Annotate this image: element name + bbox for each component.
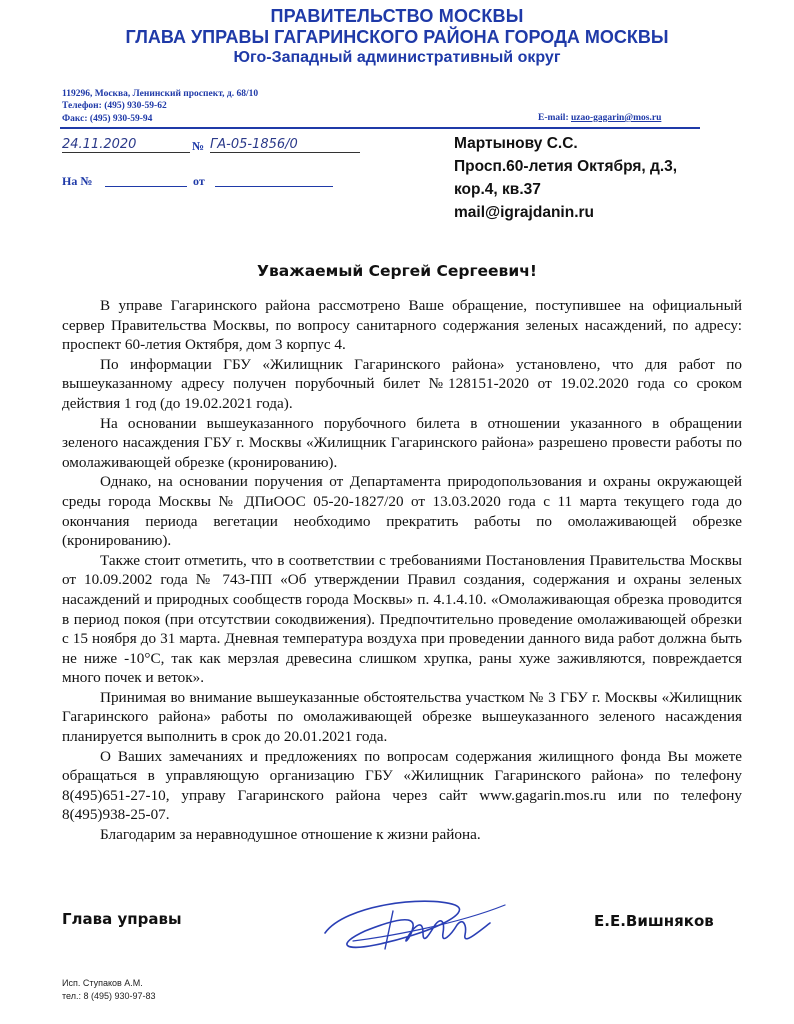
signatory-title: Глава управы <box>62 910 182 928</box>
recipient-building: кор.4, кв.37 <box>454 181 541 198</box>
reply-from-blank <box>215 186 333 187</box>
recipient-block <box>454 132 677 224</box>
signatory-name: Е.Е.Вишняков <box>594 912 714 930</box>
reply-from-label: от <box>193 174 205 188</box>
registration-number: ГА-05-1856/0 <box>210 137 360 153</box>
org-email-block <box>538 113 661 123</box>
paragraph: В управе Гагаринского района рассмотрено Ваше обращение, поступившее на официальный сервер Правительства Москвы, по вопросу санитарного содержания зеленых насаждений, по адресу: проспект 60-летия Октября, дом 3 корпус 4. <box>62 297 742 354</box>
letter-body <box>62 296 742 845</box>
recipient-street: Просп.60-летия Октября, д.3, <box>454 158 678 175</box>
handwritten-signature <box>305 875 515 970</box>
paragraph: Однако, на основании поручения от Департамента природопользования и охраны окружающей среды города Москвы № ДПиООС 05-20-1827/20 от 13.03.2020 года с 11 марта текущего года до окончания периода вегетации необходимо прекратить работы по омолаживающей обрезке (кронированию). <box>62 473 742 550</box>
executor-name: Исп. Ступаков А.М. <box>62 978 143 988</box>
paragraph: О Ваших замечаниях и предложениях по вопросам содержания жилищного фонда Вы можете обращаться в управляющую организацию ГБУ «Жилищник Гагаринского района» по телефону 8(495)651-27-10, управу Гагаринского района через сайт www.gagarin.mos.ru или по телефону 8(495)938-25-07. <box>62 747 742 824</box>
registration-date: 24.11.2020 <box>62 137 190 153</box>
org-address: 119296, Москва, Ленинский проспект, д. 68/10 <box>62 89 259 99</box>
reply-to-label: На № <box>62 174 93 188</box>
email-label: E-mail: <box>538 113 569 123</box>
greeting: Уважаемый Сергей Сергеевич! <box>257 262 537 280</box>
org-fax: Факс: (495) 930-59-94 <box>62 114 153 124</box>
header-title: ПРАВИТЕЛЬСТВО МОСКВЫ <box>270 6 524 26</box>
recipient-name: Мартынову С.С. <box>454 135 578 152</box>
recipient-email: mail@igrajdanin.ru <box>454 204 594 221</box>
registration-number-label: № <box>192 139 205 153</box>
paragraph: На основании вышеуказанного порубочного билета в отношении указанного в обращении зеленого насаждения ГБУ г. Москвы «Жилищник Гагаринского района» разрешено провести работы по омолаживающей обрезке (кронированию). <box>62 414 742 471</box>
org-email-link[interactable]: uzao-gagarin@mos.ru <box>570 113 662 123</box>
org-phone: Телефон: (495) 930-59-62 <box>62 101 167 111</box>
header-district: Юго-Западный административный округ <box>233 49 561 66</box>
header-divider <box>60 127 700 129</box>
executor-phone: тел.: 8 (495) 930-97-83 <box>62 991 156 1001</box>
paragraph: Благодарим за неравнодушное отношение к жизни района. <box>100 826 481 844</box>
header-subtitle: ГЛАВА УПРАВЫ ГАГАРИНСКОГО РАЙОНА ГОРОДА МОСКВЫ <box>125 27 669 47</box>
paragraph: Также стоит отметить, что в соответствии с требованиями Постановления Правительства Москвы от 10.09.2002 года № 743-ПП «Об утверждении Правил создания, содержания и охраны зеленых насаждений и природных сообществ города Москвы» п. 4.1.4.10. «Омолаживающая обрезка проводится в период покоя (при отсутствии сокодвижения). Предпочтительно проведение омолаживающей обрезки с 15 ноября до 31 марта. Дневная температура воздуха при проведении данного вида работ должна быть не ниже -10°C, так как мерзлая древесина слишком хрупка, раны хуже заживляются, повреждается много почек и веток». <box>62 551 742 687</box>
paragraph: По информации ГБУ «Жилищник Гагаринского района» установлено, что для работ по вышеуказанному адресу получен порубочный билет №128151-2020 от 19.02.2020 года со сроком действия 1 год (до 19.02.2021 года). <box>62 355 742 412</box>
paragraph: Принимая во внимание вышеуказанные обстоятельства участком № 3 ГБУ г. Москвы «Жилищник Гагаринского района» работы по омолаживающей обрезке вышеуказанного зеленого насаждения планируется выполнить в срок до 20.01.2021 года. <box>62 688 742 746</box>
reply-to-blank <box>105 186 187 187</box>
